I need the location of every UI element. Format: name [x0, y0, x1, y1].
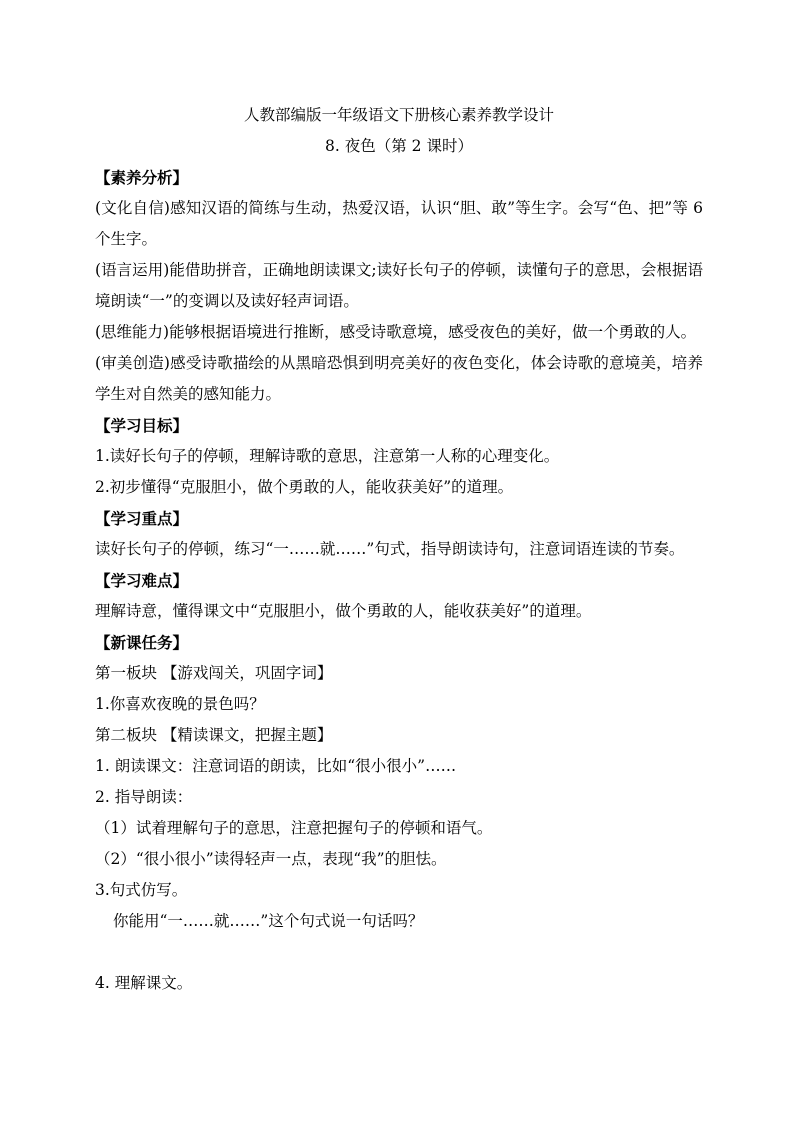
literacy-thinking-ability: (思维能力)能够根据语境进行推断，感受诗歌意境，感受夜色的美好，做一个勇敢的人。	[95, 323, 697, 341]
heading-key-points: 【学习重点】	[95, 509, 189, 528]
heading-literacy-analysis: 【素养分析】	[95, 168, 189, 187]
key-points-text: 读好长句子的停顿，练习“一……就……”句式，指导朗读诗句，注意词语连读的节奏。	[95, 540, 685, 558]
block-2-item-3: 3.句式仿写。	[95, 881, 188, 899]
block-2-item-2a: （1）试着理解句子的意思，注意把握句子的停顿和语气。	[95, 819, 493, 837]
blank-line	[95, 937, 703, 968]
document-body	[95, 100, 703, 999]
learning-goal-2: 2.初步懂得“克服胆小，做个勇敢的人，能收获美好”的道理。	[95, 478, 514, 496]
literacy-aesthetic-creation: (审美创造)感受诗歌描绘的从黑暗恐惧到明亮美好的夜色变化，体会诗歌的意境美，培养学生对自然美的感知能力。	[95, 354, 703, 403]
learning-goal-1: 1.读好长句子的停顿，理解诗歌的意思，注意第一人称的心理变化。	[95, 447, 560, 465]
difficulties-text: 理解诗意，懂得课文中“克服胆小，做个勇敢的人，能收获美好”的道理。	[95, 602, 592, 620]
block-2-title: 第二板块 【精读课文，把握主题】	[95, 726, 333, 744]
block-2-item-3-question: 你能用“一……就……”这个句式说一句话吗？	[113, 912, 424, 930]
heading-difficulties: 【学习难点】	[95, 571, 189, 590]
block-1-title: 第一板块 【游戏闯关，巩固字词】	[95, 664, 333, 682]
document-title: 人教部编版一年级语文下册核心素养教学设计	[243, 106, 554, 124]
block-2-item-1: 1. 朗读课文：注意词语的朗读，比如“很小很小”……	[95, 757, 457, 775]
heading-new-tasks: 【新课任务】	[95, 633, 189, 652]
literacy-language-use: (语言运用)能借助拼音，正确地朗读课文;读好长句子的停顿，读懂句子的意思，会根据语境朗读“一”的变调以及读好轻声词语。	[95, 261, 703, 310]
lesson-subtitle: 8. 夜色（第 2 课时）	[325, 137, 473, 155]
heading-learning-goals: 【学习目标】	[95, 416, 189, 435]
block-2-item-2b: （2）“很小很小”读得轻声一点，表现“我”的胆怯。	[95, 850, 447, 868]
literacy-cultural-confidence: (文化自信)感知汉语的简练与生动，热爱汉语，认识“胆、敢”等生字。会写“色、把”等 6 个生字。	[95, 199, 703, 248]
block-2-item-2: 2. 指导朗读：	[95, 788, 193, 806]
block-2-item-4: 4. 理解课文。	[95, 974, 193, 992]
block-1-item-1: 1.你喜欢夜晚的景色吗？	[95, 695, 265, 713]
